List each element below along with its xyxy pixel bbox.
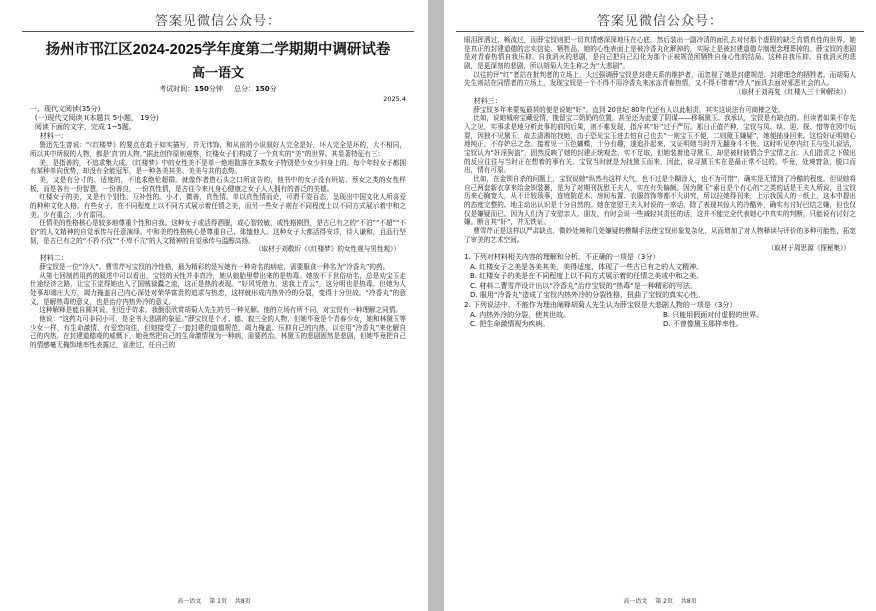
instruction: 阅读下面的文字，完成 1~5题。: [34, 123, 136, 132]
paragraph: 比如，在金钏自杀的问题上，宝钗说她“纵然有这样大气，也不过是个糊涂人，也不为可惜”，确实是无情到了冷酷的程度。但说她将自己两套新衣拿来给金钏装裹，是为了对期刊抚慰王夫人，实在有失偏颇。因为黛玉“素日是个有心的”之类的话是王夫人所说，且宝钗历来心胸宽大，从不计较琐事，连庭院花木、房间布置、衣服首饰等都不大讲究，所以拉她得刊来，上示我国人的一纸上，这本中提出的态度完整的。地主动出认识是十分自然的。她在宽慰王夫人时说的一席话，除了表现其惊人的冷酷外，确实有讨好巴结之嫌，但也仅仅是嫌疑而已。因为人们为了安慰亲人、朋友，有时会说一些减轻其责任的话，这并不能完全代表她心中真实的判断，只能说有讨好之嫌。断言其“奸”，并无铁证。: [464, 174, 856, 227]
question-2-option-b: B. 只能用假面对付虚假的世界。: [663, 310, 764, 319]
exam-date: 2025.4: [383, 95, 406, 103]
material-label: 材料二：: [39, 253, 68, 262]
paragraph: 鲁迅先生曾说：“《红楼梦》的要点在敢于如实描写，并无讳饰，和从前的小说叙好人完全是好，坏人完全是坏的，大不相同，所以其中所叙的人物，都是‘真’的人物。”据此创作原则观察，红楼女子们构成了一个真实的“美”的世界。其显著特征有三：: [30, 141, 406, 159]
page-header: 答案见微信公众号：: [456, 0, 864, 32]
exam-meta: 考试时间：150分钟 总分：150分: [159, 85, 277, 93]
question-1-option-b: B. 红楼女子的美是在不同程度上以不同方式展示着的任情之美或中和之美。: [470, 272, 704, 281]
paragraph: 他说：“这药丸可非同小可，是全书大悲剧的象征。”薛宝钗是个才、德、貌三全的人物，但她毕竟是个青春少女，她和林黛玉等少女一样，有生命激情，有爱恋向往，但她接受了一套封建的道德规范，竭力掩盖、压抑自己的内热，以至用“冷香丸”来化解自己的内热。在封建道德观的威慑下，她竟然把自己的生命激情视为一种病，需要药治。林黛玉的悲剧固然是悲剧，但她毕竟把自己的情感毫无掩饰地率性表露过，宣泄过，任自己的: [30, 314, 406, 349]
paragraph: 红楼女子的美，又是有个别性、互补性的。小才，微善，真性情。单以真性情而论，可谓千姿百态，呈现出中国文化人所喜爱的种种文化人格。有些女子，在不同程度上以不同方式展示着任情之美，而另一些女子则在不同程度上以不同方式展示着中和之美。少有重合，少有雷同。: [30, 193, 406, 219]
paragraph: 从第七回制药用药的叙述中可以看出，宝钗的天性并非真冷，她从娘胎里带出来的是热毒。她放不下世俗功名，总是劝宝玉走仕途经济之路，让宝玉觉得她也入了国贼禄蠹之流，这正是热的表现。“好风凭借力，送我上青云”，这分明也是热毒。但她为人处事却端庄大方，竭力掩盖自己内心深处对荣华富贵的追求与热恋，这样就形成内热外冷的分裂，变得十分世故。“冷香丸”的意义，是解热毒的意义，也是治疗内热外冷的意义。: [30, 271, 406, 306]
paragraph: 眼泪挥洒过、畅流过，而薛宝钗则把一切真情感深深地压在心底，然后装出一副冷清的面孔去对付那个虚假的缺乏真情真性的世界。她是真正的封建道德的忠实信徒、牺牲品，她的心性表面上是被冷香丸化解掉的，实际上是被封建道德专制理念埋葬掉的。薛宝钗的悲剧是对青春热情自我压抑、自我消灭的悲剧，是自己把自己幻化为那个正被规范所牺牲自身心性的结局。这种自我压抑、自我消灭的悲剧，是更深刻的悲剧，所以胡菊人先生称之为“大悲剧”。: [464, 36, 856, 70]
paragraph: 美，是指善的，不追求集大成。《红楼梦》中的女性美不是单一绝地散落在多数女子特别是少女少妇身上的。每个年轻女子都拥有某种单向优势，却没有全能冠军，是一种各美其美、美美与共的态势。: [30, 158, 406, 176]
exam-page-2: [444, 0, 876, 611]
question-1-option-d: D. 服用“冷香丸”造成了宝钗内热外冷的分裂性格，扭曲了宝钗的真实心性。: [470, 291, 705, 300]
paragraph: 比如，说她城府宝藏爱情，挽留宝二奶奶的位置，甚至还为此要了阴谋——移祸黛玉。我承认，宝钗是有缺点的。但读者如果不存先入之见，实事求是地分析此事的前因后果，则不难发现，指斥其“奸”过于严厉。那日正值芒种，宝钗与凤、纨、迎、探、惜等在园中玩耍，因独不见黛玉，故去潇湘馆找她，由于恐见宝玉进去怕自己也去“一则宝玉不便，二则黛玉嫌疑”，她便抽身回来。这恰好证明她心地纯正，不存妒忌之念。接着见一玉色蝴蝶，十分有趣，遂追扑起来，又证明她当时并无翻身斗不快。这时听见亭内红玉与坠儿说话，宝钗认为“奸淫狗盗”，固然反映了她的封建正统观念，实不足取，但她装着追寻黛玉，却是被时彼情合乎宝情之言。人们指责之下做出的反应往往与当时正在想着的事有关。宝钗当时就是为找黛玉而来，因此，说寻黛玉实在是最正常不过的。毕竟，处境窘急，脱口而出，情有可原。: [464, 114, 856, 175]
question-2-options-row: [464, 320, 856, 330]
page-header: 答案见微信公众号：: [22, 0, 414, 32]
question-2-option-a: A. 内热外冷的分裂，使其世故。: [470, 310, 571, 319]
exam-title: 扬州市邗江区2024-2025学年度第二学期期中调研试卷: [45, 42, 391, 58]
question-2-options-row: [464, 311, 856, 321]
paragraph: 薛宝钗多年来蒙冤最甚的便是说她“奸”。直到 20世纪 80年代还有人以此相责，其实这说法有可商榷之处。: [473, 105, 785, 114]
question-1-option-c: C. 材料二曹雪芹设计出以“冷香丸”治疗宝钗的“热毒”是一种精彩的写法。: [470, 281, 697, 290]
section-heading: 一、现代文阅读(35分): [30, 105, 101, 113]
paragraph: 曹雪芹正是这样以严肃缺点、微妙处境和几处嫌疑的模糊手法使宝钗形象复杂化，从而增加了对人物释读与评价的多种可能性，拓宽了审美的艺术空间。: [464, 226, 856, 244]
paragraph: 这种解释是能自圆其说，但近乎苛求。我倒很欣赏胡菊人先生的另一种见解。他的立场有所不同，对宝钗有一种理解之同情。: [39, 306, 402, 315]
question-2-option-d: D. 不曾像黛玉那样率性。: [663, 320, 743, 329]
question-1-stem: 1. 下列对材料相关内容的理解和分析，不正确的一项是（3分）: [464, 252, 660, 261]
exam-subject: 高一语文: [191, 65, 244, 80]
page-footer: 高一语文 第 1页 共8页: [177, 598, 251, 605]
question-2-stem: 2. 下列说法中，不能作为理由阐释胡菊人先生认为薛宝钗是大悲剧人物的一项是（3分）: [464, 300, 737, 309]
paragraph: 美，又是有分寸的、适度的，不追求绝伦超群。就像作者借石头之口所宣告的，他书中的女子没有班姑、蔡女之类的女性样板，而是各有一份智慧，一份善良，一份真性情，是古往今来凡身心健康之女子人人拥有的普泛的美德。: [30, 176, 406, 193]
subsection-heading: (一)现代文阅读 I(本题共 5小题， 19分): [34, 114, 159, 123]
question-2-option-c: C. 把生命激情视为疾病。: [470, 320, 550, 329]
material-label: 材料一：: [39, 132, 68, 141]
paragraph: 任情美的性格核心是较多地尊重个性和自我。这种女子或活得洒脱，或心智较敏，或性格刚烈，是古已有之的“不泊”“不超”“不俗”的人文精神的自觉承传与任意演绎。中和美的性格核心是尊重自己、体恤他人。这种女子大都活得安详，待人谦和，且品行坚韧，是古已有之的“不矜不伐”“不卑不亢”的人文精神的自觉承传与温醇高扬。: [30, 219, 406, 245]
paragraph: 以往的评“红”者站在批判者的立场上，大过强调薛宝钗是封建关系的维护者，而忽视了她是封建规范、封建理念的牺牲者。而胡菊人先生则站在同情者的立场上，发现宝钗是一个不得不用冷香丸来冰冻青春热情，又不得不带着“冷人”面具去面对邪恶社会的人。: [464, 70, 856, 88]
paragraph: 薛宝钗是一位“冷人”。曹雪芹写宝钗的冷性格，最为精彩的是写她有一种奇名的病症，需要服食一种名为“冷香丸”的药。: [39, 263, 390, 272]
source-citation: （取材于周思源《探秘集》）: [767, 244, 850, 253]
source-citation: （取材于刘敬圻《《红楼梦》的女性观与男性观》）: [254, 245, 400, 254]
page-footer: 高一语文 第 2页 共8页: [623, 598, 697, 605]
question-1-option-a: A. 红楼女子之美是各美其美，美得适度，体现了一些古已有之的人文精神。: [470, 262, 704, 271]
material-label: 材料三：: [473, 96, 502, 105]
source-citation: （取材于刘再复《红楼人三十种解读》）: [734, 87, 850, 96]
exam-page-1: [0, 0, 428, 611]
